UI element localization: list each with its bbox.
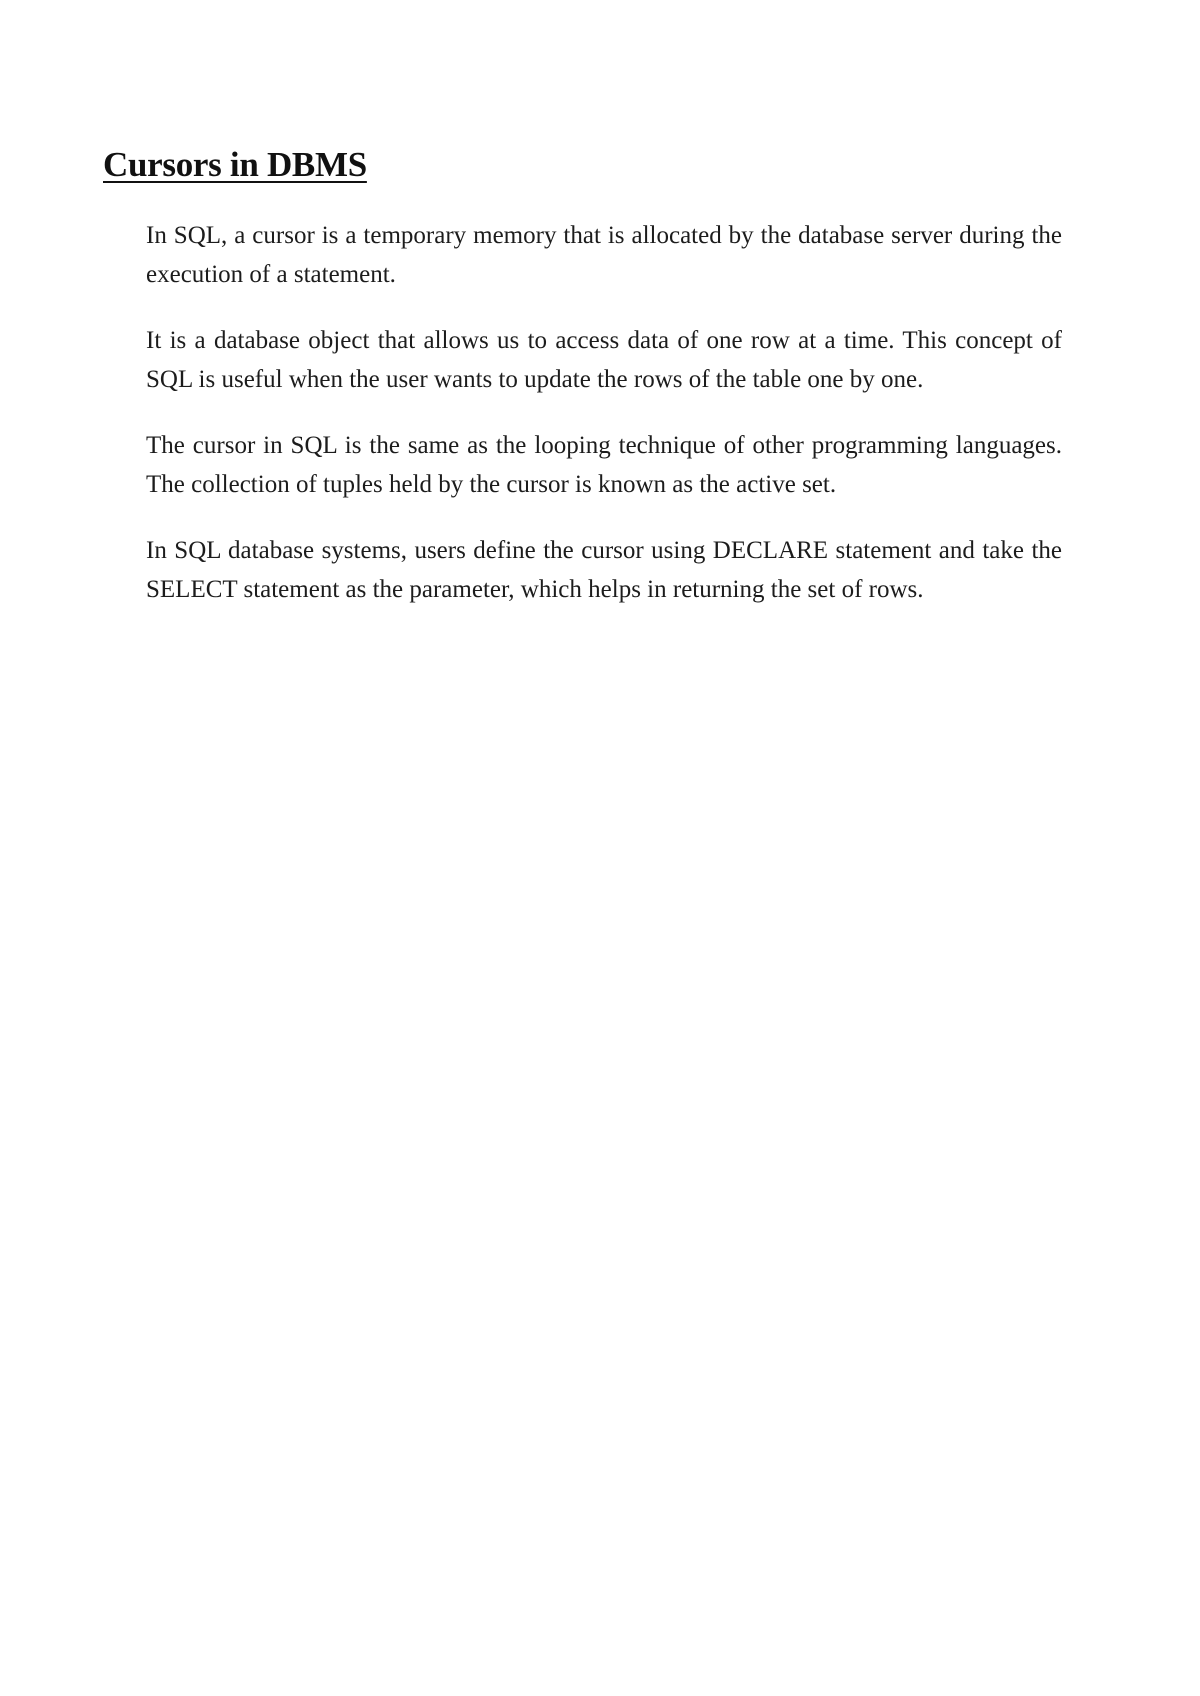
document-body <box>146 217 1062 637</box>
paragraph-cursor-definition: In SQL, a cursor is a temporary memory that is allocated by the database server during the execution of a statement. <box>146 222 1062 288</box>
paragraph-declare-statement: In SQL database systems, users define the cursor using DECLARE statement and take the SELECT statement as the parameter, which helps in returning the set of rows. <box>146 537 1062 603</box>
paragraph-database-object: It is a database object that allows us to access data of one row at a time. This concept of SQL is useful when the user wants to update the rows of the table one by one. <box>146 327 1062 393</box>
document-title: Cursors in DBMS <box>103 145 367 184</box>
paragraph-looping-technique: The cursor in SQL is the same as the looping technique of other programming languages. The collection of tuples held by the cursor is known as the active set. <box>146 432 1062 498</box>
